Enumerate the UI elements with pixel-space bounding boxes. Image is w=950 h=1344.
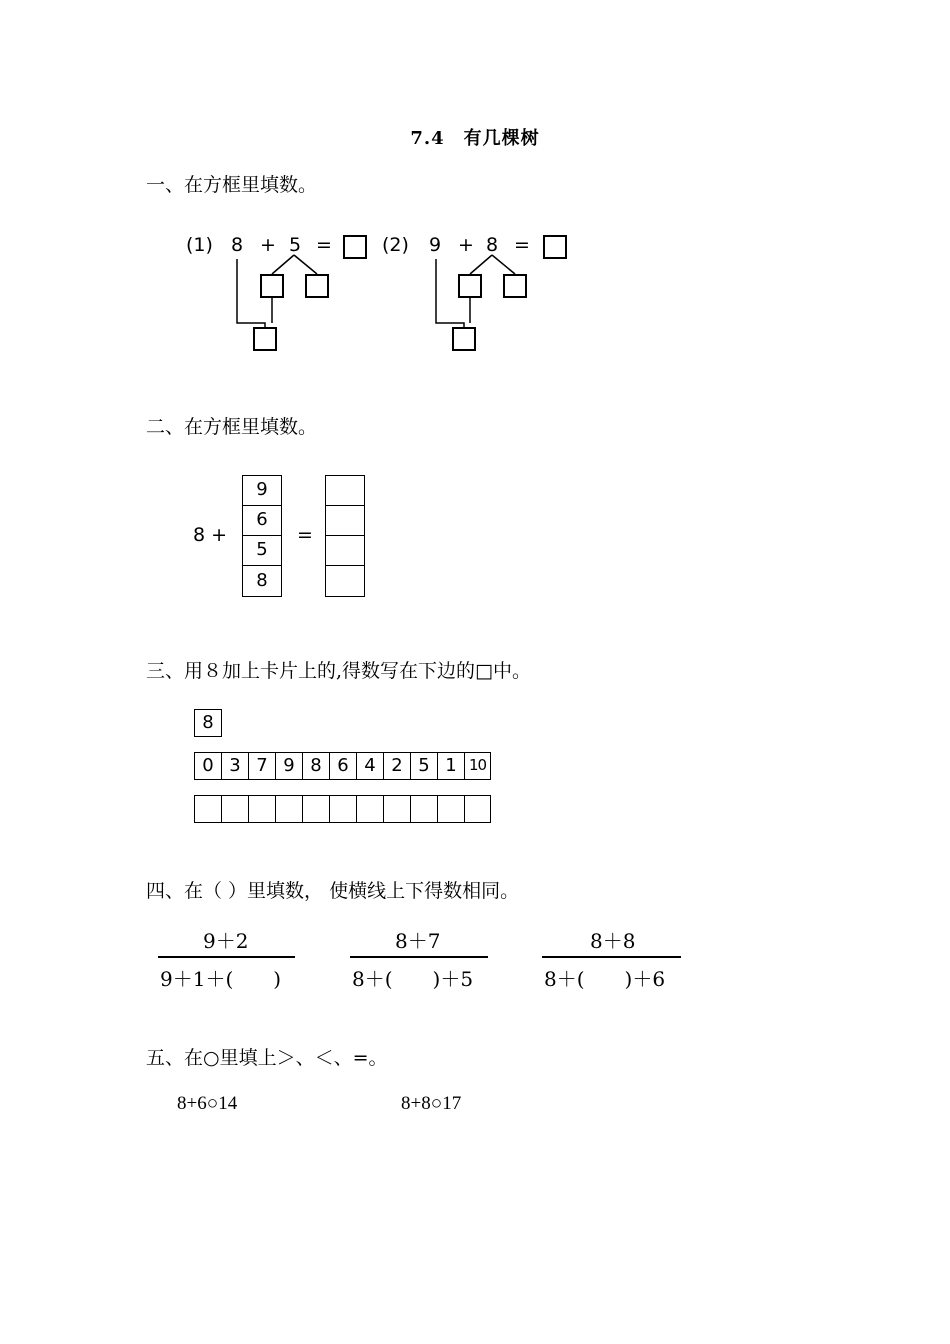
ex3-card: 8 <box>194 709 222 737</box>
ex2-answer-cell[interactable] <box>325 535 365 566</box>
ex3-number-cell: 1 <box>437 752 465 780</box>
ex4-bottom: 8＋( )＋5 <box>352 967 474 991</box>
ex5-compare-item: 8+6○14 <box>177 1093 238 1114</box>
section-5-heading: 五、在○里填上＞、＜、=。 <box>146 1047 388 1069</box>
ex3-answer-cell[interactable] <box>248 795 276 823</box>
ex3-number-cell: 10 <box>464 752 491 780</box>
ex3-answer-cell[interactable] <box>194 795 222 823</box>
ex2-answer-cell[interactable] <box>325 565 365 597</box>
ex1-p2-connectors <box>0 0 950 400</box>
ex3-answer-cell[interactable] <box>464 795 491 823</box>
ex1-p1-b: 5 <box>289 234 302 256</box>
ex2-answer-cell[interactable] <box>325 475 365 506</box>
ex4-divider <box>350 956 488 958</box>
ex4-bottom: 8＋( )＋6 <box>544 967 666 991</box>
section-4-heading: 四、在（ ）里填数， 使横线上下得数相同。 <box>146 880 520 902</box>
ex3-answer-cell[interactable] <box>437 795 465 823</box>
ex4-top: 9＋2 <box>203 929 249 953</box>
ex1-p2-a: 9 <box>429 234 442 256</box>
ex3-answer-cell[interactable] <box>383 795 411 823</box>
ex3-answer-cell[interactable] <box>302 795 330 823</box>
ex2-value-cell: 8 <box>242 565 282 597</box>
ex3-answer-cell[interactable] <box>329 795 357 823</box>
ex1-p1-label: (1) <box>186 234 213 256</box>
ex3-number-cell: 3 <box>221 752 249 780</box>
ex1-p1-plus: + <box>260 234 276 256</box>
ex2-eq: = <box>297 524 313 546</box>
ex3-number-cell: 4 <box>356 752 384 780</box>
ex4-divider <box>542 956 681 958</box>
section-3-heading: 三、用８加上卡片上的,得数写在下边的□中。 <box>146 660 531 682</box>
ex2-value-cell: 6 <box>242 505 282 536</box>
ex3-number-cell: 5 <box>410 752 438 780</box>
ex3-answer-cell[interactable] <box>275 795 303 823</box>
ex3-number-cell: 2 <box>383 752 411 780</box>
ex3-answer-cell[interactable] <box>410 795 438 823</box>
ex1-p1-a: 8 <box>231 234 244 256</box>
ex2-lhs: 8 + <box>193 524 228 546</box>
ex4-bottom: 9＋1＋( ) <box>160 967 282 991</box>
page-title: 7.4 有几棵树 <box>410 128 540 149</box>
ex3-answer-cell[interactable] <box>356 795 384 823</box>
ex2-value-cell: 9 <box>242 475 282 506</box>
ex4-divider <box>158 956 295 958</box>
section-1-heading: 一、在方框里填数。 <box>146 174 318 196</box>
ex1-p2-label: (2) <box>382 234 409 256</box>
ex2-value-cell: 5 <box>242 535 282 566</box>
ex1-p1-eq: = <box>316 234 332 256</box>
ex3-answer-cell[interactable] <box>221 795 249 823</box>
ex4-top: 8＋8 <box>590 929 636 953</box>
ex4-top: 8＋7 <box>395 929 441 953</box>
ex3-number-cell: 7 <box>248 752 276 780</box>
ex3-number-cell: 8 <box>302 752 330 780</box>
ex1-p2-eq: = <box>514 234 530 256</box>
ex2-answer-cell[interactable] <box>325 505 365 536</box>
ex1-p2-b: 8 <box>486 234 499 256</box>
ex5-compare-item: 8+8○17 <box>401 1093 462 1114</box>
ex3-number-cell: 0 <box>194 752 222 780</box>
ex3-number-cell: 6 <box>329 752 357 780</box>
ex3-number-cell: 9 <box>275 752 303 780</box>
section-2-heading: 二、在方框里填数。 <box>146 416 318 438</box>
ex1-p2-plus: + <box>458 234 474 256</box>
